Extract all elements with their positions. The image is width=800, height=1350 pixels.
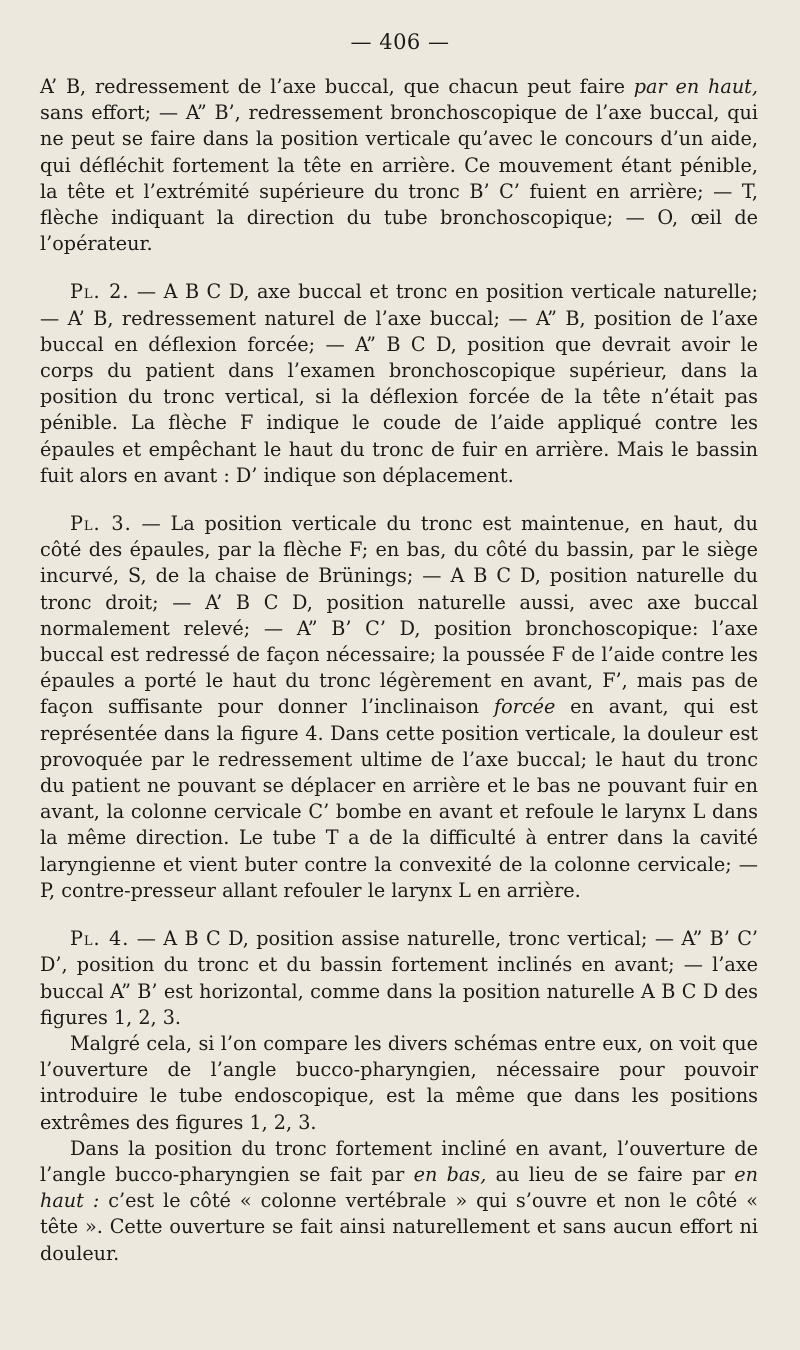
- page-number: — 406 —: [350, 30, 450, 54]
- italic-run: en bas,: [413, 1162, 487, 1186]
- text-run: — A B C D, position assise naturelle, tronc vertical; — A” B’ C’ D’, position du tronc et du bassin fortement inclinés en avant; — l’axe buccal A” B’ est horizontal, comme dans la position naturelle A B C D des figures 1, 2, 3.: [40, 927, 758, 1029]
- plate-3-caption: [40, 511, 758, 904]
- body-paragraph: [40, 1136, 758, 1267]
- plate-label: Pl. 2.: [70, 280, 130, 304]
- plate-2-caption: [40, 279, 758, 489]
- text-run: sans effort; — A” B’, redressement bronchoscopique de l’axe buccal, qui ne peut se faire dans la position verticale qu’avec le concours d’un aide, qui défléchit fortement la tête en arrière. Ce mouvement étant pénible, la tête et l’extrémité supérieure du tronc B’ C’ fuient en arrière; — T, flèche indiquant la direction du tube bronchoscopique; — O, œil de l’opérateur.: [40, 101, 758, 256]
- body-paragraph: [40, 1031, 758, 1136]
- text-run: c’est le côté « colonne vertébrale » qui s’ouvre et non le côté « tête ». Cette ouverture se fait ainsi naturellement et sans aucun effort ni douleur.: [40, 1189, 758, 1265]
- text-run: — A B C D, axe buccal et tronc en position verticale naturelle; — A’ B, redressement naturel de l’axe buccal; — A” B, position de l’axe buccal en déflexion forcée; — A” B C D, position que devrait avoir le corps du patient dans l’examen bronchoscopique supérieur, dans la position du tronc vertical, si la déflexion forcée de la tête n’était pas pénible. La flèche F indique le coude de l’aide appliqué contre les épaules et empêchant le haut du tronc de fuir en arrière. Mais le bassin fuit alors en avant : D’ indique son déplacement.: [40, 280, 758, 487]
- text-run: Malgré cela, si l’on compare les divers schémas entre eux, on voit que l’ouverture de l’angle bucco-pharyngien, nécessaire pour pouvoir introduire le tube endoscopique, est la même que dans les positions extrêmes des figures 1, 2, 3.: [40, 1031, 758, 1134]
- text-run: en avant, qui est représentée dans la figure 4. Dans cette position verticale, la douleur est provoquée par le redressement ultime de l’axe buccal; le haut du tronc du patient ne pouvant se déplacer en arrière et le bas ne pouvant fuir en avant, la colonne cervicale C’ bombe en avant et refoule le larynx L dans la même direction. Le tube T a de la difficulté à entrer dans la cavité laryngienne et vient buter contre la convexité de la colonne cervicale; — P, contre-presseur allant refouler le larynx L en arrière.: [40, 695, 758, 902]
- text-run: Dans la position du tronc fortement incliné en avant, l’ouverture de l’angle bucco-pharyngien se fait par: [40, 1136, 758, 1186]
- plate-4-caption: [40, 926, 758, 1031]
- plate-label: Pl. 4.: [70, 927, 130, 951]
- body-text: [40, 74, 758, 1267]
- italic-run: forcée: [494, 695, 556, 719]
- plate-label: Pl. 3.: [70, 512, 132, 536]
- text-run: A’ B, redressement de l’axe buccal, que chacun peut faire: [40, 75, 634, 98]
- text-run: — La position verticale du tronc est maintenue, en haut, du côté des épaules, par la flèche F; en bas, du côté du bassin, par le siège incurvé, S, de la chaise de Brünings; — A B C D, position naturelle du tronc droit; — A’ B C D, position naturelle aussi, avec axe buccal normalement relevé; — A” B’ C’ D, position bronchoscopique: l’axe buccal est redressé de façon nécessaire; la poussée F de l’aide contre les épaules a porté le haut du tronc légèrement en avant, F’, mais pas de façon suffisante pour donner l’inclinaison: [40, 512, 758, 719]
- continuation-paragraph: [40, 74, 758, 257]
- italic-run: en haut :: [40, 1162, 758, 1213]
- text-run: au lieu de se faire par: [486, 1162, 735, 1186]
- italic-run: par en haut,: [633, 75, 758, 98]
